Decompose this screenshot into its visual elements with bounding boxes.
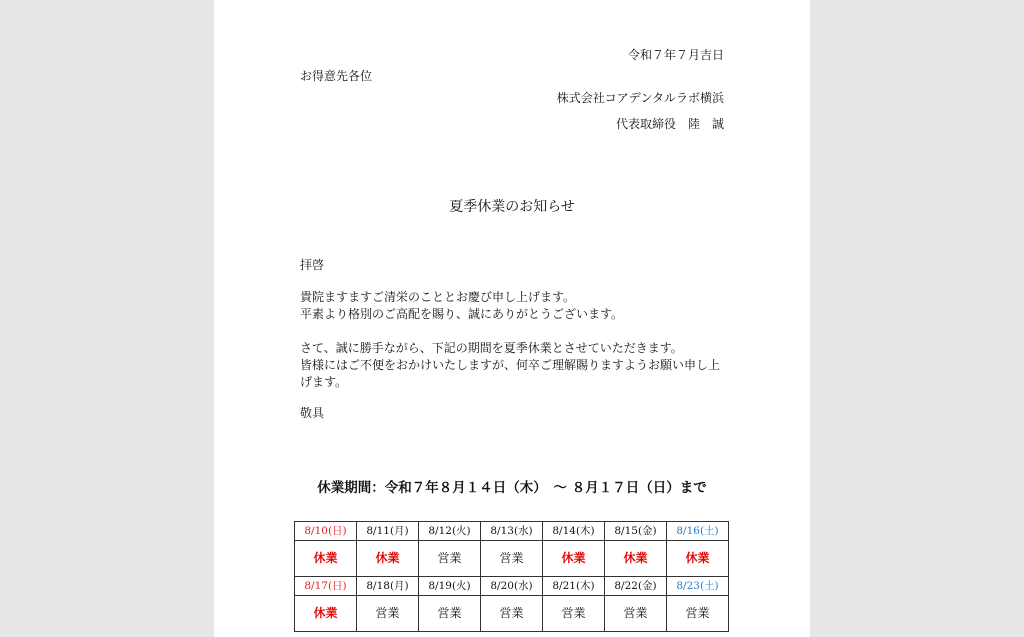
- greeting-line-1: 貴院ますますご清栄のこととお慶び申し上げます。: [300, 290, 576, 304]
- status-closed-cell: 休業: [605, 541, 667, 577]
- calendar-date-cell: 8/10(日): [295, 522, 357, 541]
- status-open-cell: 営業: [605, 596, 667, 632]
- status-open-cell: 営業: [481, 596, 543, 632]
- calendar-date-cell: 8/14(木): [543, 522, 605, 541]
- calendar-date-cell: 8/17(日): [295, 577, 357, 596]
- holiday-calendar: [294, 521, 729, 632]
- calendar-date-cell: 8/20(水): [481, 577, 543, 596]
- closing: 敬具: [300, 406, 325, 420]
- calendar-status-row: [295, 596, 729, 632]
- status-open-cell: 営業: [667, 596, 729, 632]
- letter-date: 令和７年７月吉日: [627, 48, 724, 62]
- status-open-cell: 営業: [543, 596, 605, 632]
- notice-title: 夏季休業のお知らせ: [449, 199, 575, 215]
- notice-line-1: さて、誠に勝手ながら、下記の期間を夏季休業とさせていただきます。: [300, 341, 683, 355]
- calendar-date-row: [295, 522, 729, 541]
- status-closed-cell: 休業: [543, 541, 605, 577]
- paragraph-notice: [300, 340, 730, 391]
- opening-salutation: 拝啓: [300, 258, 325, 272]
- recipient: お得意先各位: [300, 69, 373, 83]
- calendar-date-cell: 8/16(土): [667, 522, 729, 541]
- status-closed-cell: 休業: [667, 541, 729, 577]
- calendar-date-cell: 8/19(火): [419, 577, 481, 596]
- calendar-date-cell: 8/18(月): [357, 577, 419, 596]
- status-open-cell: 営業: [357, 596, 419, 632]
- paragraph-greeting: [300, 289, 730, 323]
- status-closed-cell: 休業: [357, 541, 419, 577]
- calendar-date-cell: 8/12(火): [419, 522, 481, 541]
- notice-line-2: 皆様にはご不便をおかけいたしますが、何卒ご理解賜りますようお願い申し上げます。: [300, 358, 721, 389]
- document-page: [214, 0, 810, 637]
- calendar-date-cell: 8/15(金): [605, 522, 667, 541]
- status-closed-cell: 休業: [295, 596, 357, 632]
- calendar-status-row: [295, 541, 729, 577]
- status-open-cell: 営業: [419, 596, 481, 632]
- calendar-date-cell: 8/11(月): [357, 522, 419, 541]
- calendar-date-cell: 8/22(金): [605, 577, 667, 596]
- representative: 代表取締役 陸 誠: [615, 117, 724, 131]
- closure-period: 休業期間：令和７年８月１４日（木） ～ ８月１７日（日）まで: [317, 480, 707, 496]
- company-name: 株式会社コアデンタルラボ横浜: [556, 91, 724, 105]
- status-closed-cell: 休業: [295, 541, 357, 577]
- calendar-date-cell: 8/13(水): [481, 522, 543, 541]
- calendar-date-cell: 8/21(木): [543, 577, 605, 596]
- status-open-cell: 営業: [481, 541, 543, 577]
- calendar-date-cell: 8/23(土): [667, 577, 729, 596]
- calendar-date-row: [295, 577, 729, 596]
- greeting-line-2: 平素より格別のご高配を賜り、誠にありがとうございます。: [300, 307, 624, 321]
- status-open-cell: 営業: [419, 541, 481, 577]
